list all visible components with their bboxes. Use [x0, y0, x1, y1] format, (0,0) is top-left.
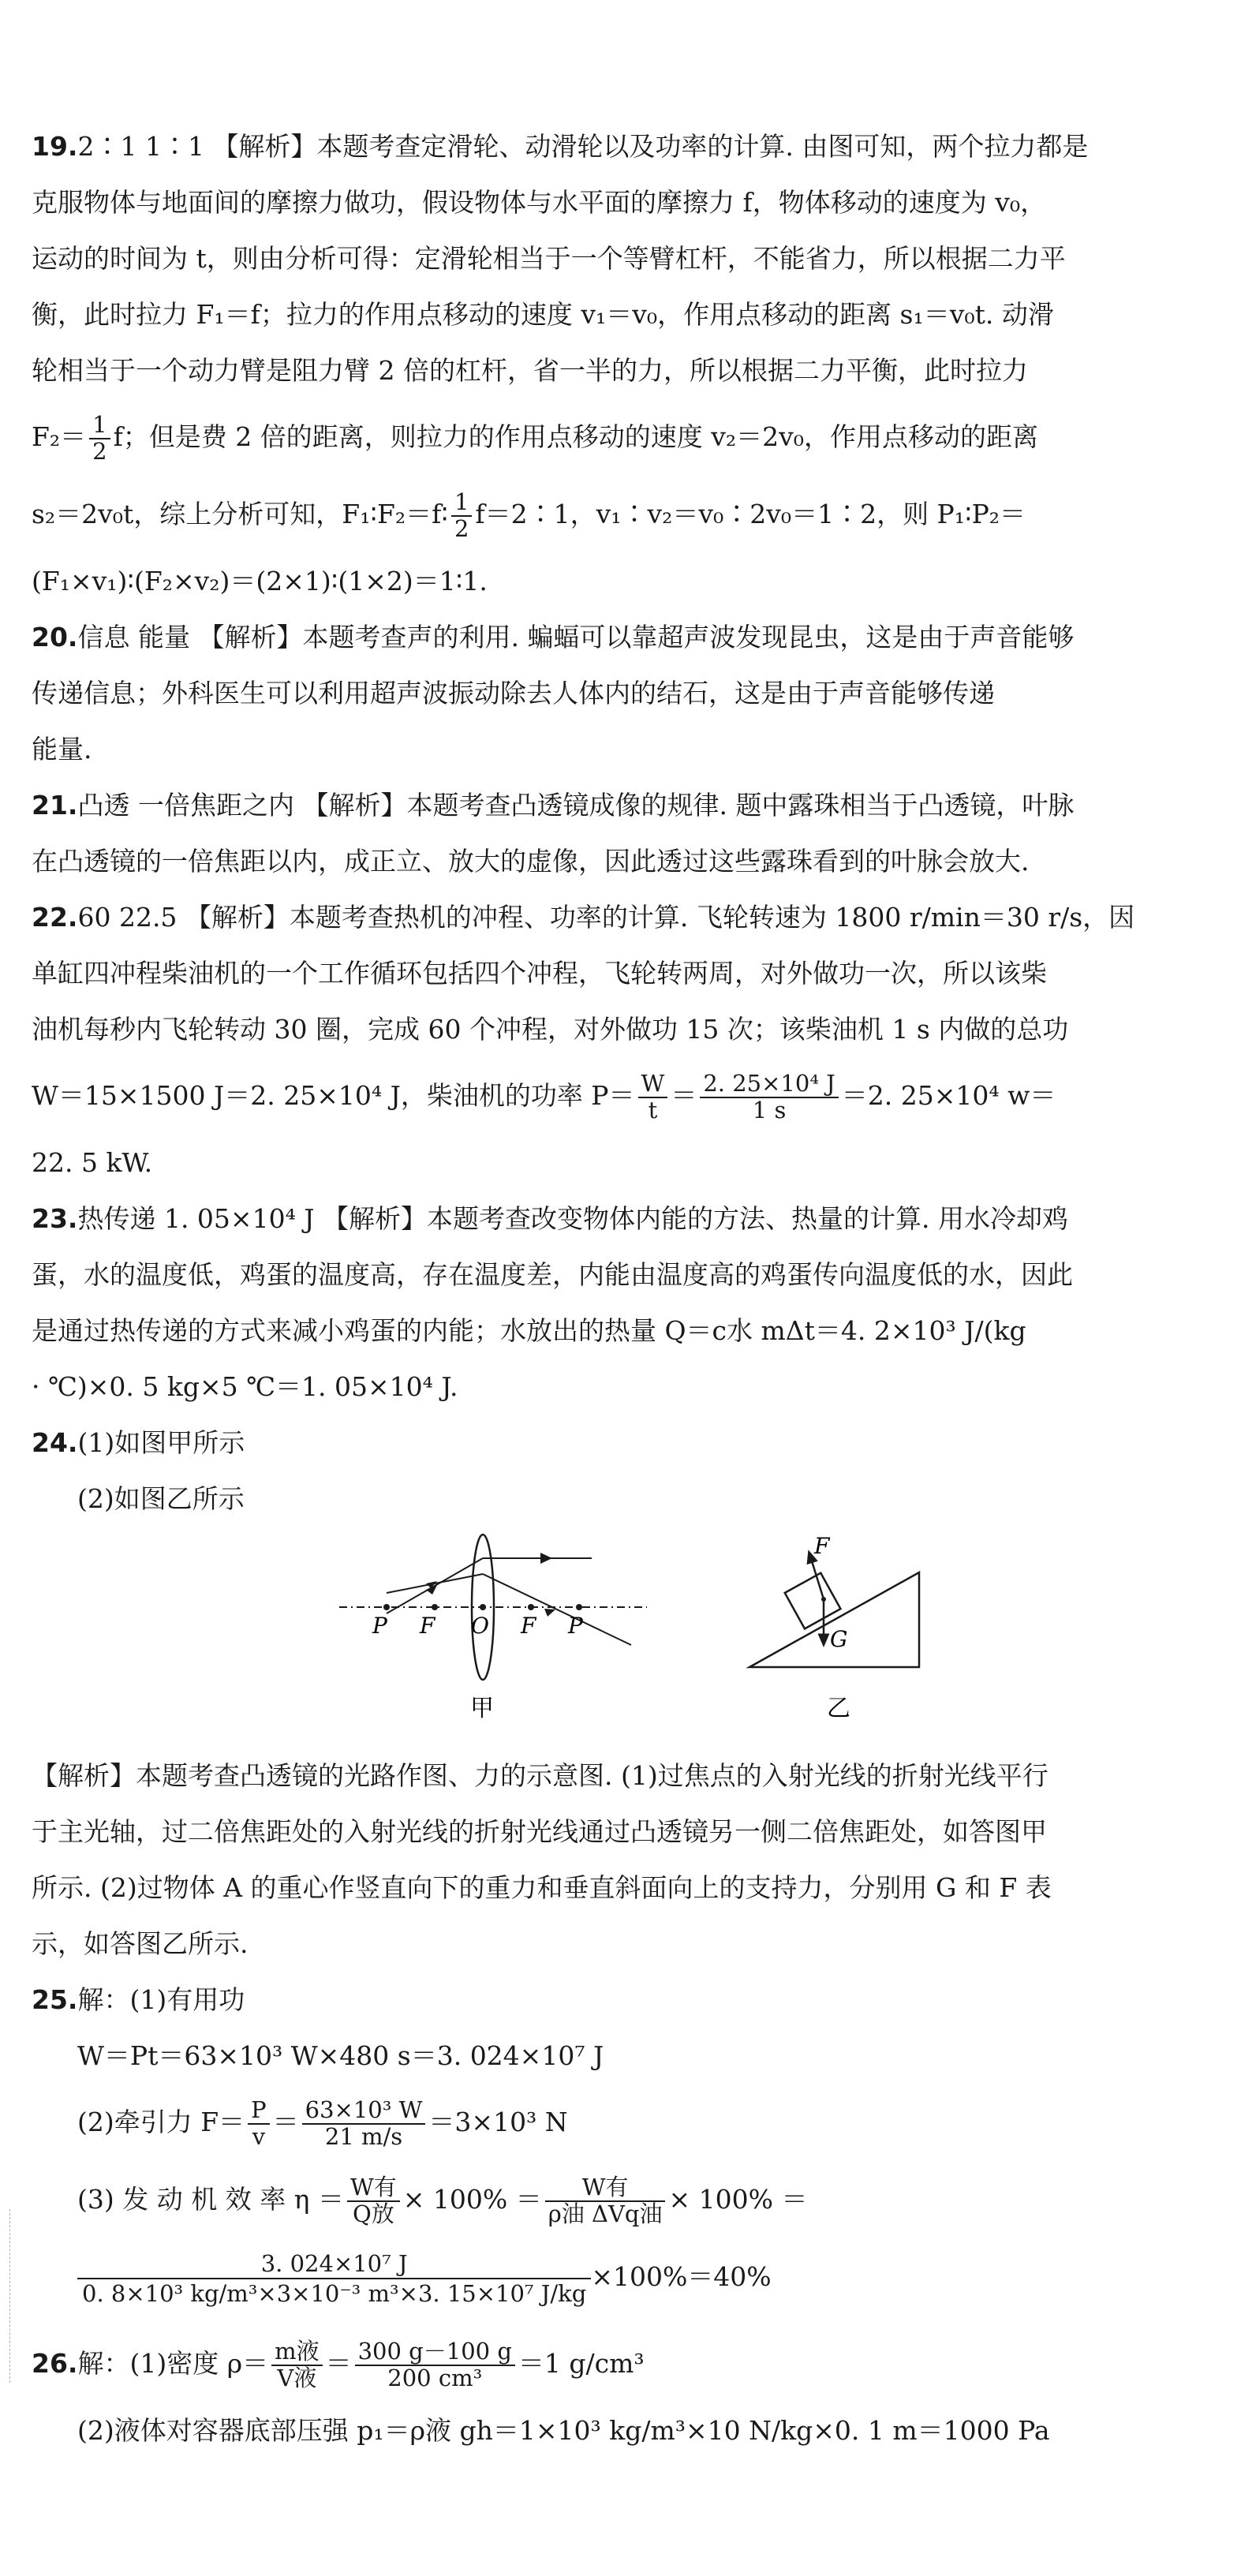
numerator: m液 — [271, 2339, 323, 2366]
text-line: (2)液体对容器底部压强 p₁＝ρ液 gh＝1×10³ kg/m³×10 N/kg×0. 1 m＝1000 Pa — [77, 2415, 1050, 2446]
text-line: 传递信息；外科医生可以利用超声波振动除去人体内的结石，这是由于声音能够传递 — [32, 678, 995, 708]
incline — [749, 1572, 919, 1667]
label-f-left: F — [420, 1613, 435, 1639]
question-number: 21. — [32, 790, 78, 821]
figure-caption-a: 甲 — [470, 1695, 494, 1722]
refracted-ray-2f — [483, 1574, 631, 1645]
text-line: 是通过热传递的方式来减小鸡蛋的内能；水放出的热量 Q＝c水 mΔt＝4. 2×10³ J/(kg — [32, 1315, 1026, 1346]
fraction — [545, 2175, 666, 2227]
label-o: O — [471, 1613, 489, 1639]
fraction — [638, 1071, 668, 1123]
numerator: 1 — [451, 490, 472, 517]
text-line: 信息 能量 【解析】本题考查声的利用. 蝙蝠可以靠超声波发现昆虫，这是由于声音能够 — [77, 622, 1075, 652]
text-line: 2∶1 1∶1 【解析】本题考查定滑轮、动滑轮以及功率的计算. 由图可知，两个拉力都是 — [77, 131, 1089, 162]
text-segment: ＝3×10³ N — [428, 2107, 568, 2137]
label-p-left: P — [372, 1613, 387, 1639]
center-of-gravity — [821, 1597, 826, 1602]
numerator: 2. 25×10⁴ J — [700, 1071, 838, 1098]
text-line: 轮相当于一个动力臂是阻力臂 2 倍的杠杆，省一半的力，所以根据二力平衡，此时拉力 — [32, 355, 1028, 386]
answer-19 — [32, 118, 1183, 609]
text-segment: F₂＝ — [32, 421, 87, 452]
text-segment: f＝2∶1，v₁∶v₂＝v₀∶2v₀＝1∶2，则 P₁∶P₂＝ — [475, 499, 1026, 529]
ray-arrow — [544, 1609, 555, 1617]
text-segment: ＝1 g/cm³ — [518, 2348, 645, 2379]
denominator: 0. 8×10³ kg/m³×3×10⁻³ m³×3. 15×10⁷ J/kg — [82, 2280, 587, 2307]
answer-25 — [32, 1972, 1183, 2316]
answer-22 — [32, 889, 1183, 1191]
text-line: 衡，此时拉力 F₁＝f；拉力的作用点移动的速度 v₁＝v₀，作用点移动的距离 s₁＝v₀t. 动滑 — [32, 299, 1054, 330]
text-line: 22. 5 kW. — [32, 1147, 153, 1178]
text-segment: 解：(1)密度 ρ＝ — [77, 2348, 269, 2379]
text-segment: × 100% ＝ — [668, 2184, 808, 2215]
denominator: 21 m/s — [324, 2123, 403, 2150]
text-segment: f；但是费 2 倍的距离，则拉力的作用点移动的速度 v₂＝2v₀，作用点移动的距离 — [113, 421, 1039, 452]
fraction — [451, 490, 472, 542]
point-o — [480, 1604, 486, 1610]
numerator: 3. 024×10⁷ J — [77, 2249, 591, 2279]
answer-24 — [32, 1415, 1183, 1972]
figure-caption-b: 乙 — [827, 1695, 850, 1722]
fraction — [302, 2098, 426, 2150]
text-line: (2)如图乙所示 — [77, 1483, 245, 1514]
numerator: W — [638, 1071, 668, 1098]
numerator: P — [248, 2098, 270, 2125]
equals: ＝ — [671, 1080, 697, 1111]
question-number: 24. — [32, 1427, 78, 1458]
fraction — [355, 2339, 515, 2391]
denominator: v — [252, 2123, 266, 2150]
question-number: 23. — [32, 1203, 78, 1234]
text-line: 热传递 1. 05×10⁴ J 【解析】本题考查改变物体内能的方法、热量的计算. 用水冷却鸡 — [77, 1203, 1068, 1234]
numerator: 63×10³ W — [302, 2098, 426, 2125]
fraction — [700, 1071, 838, 1123]
text-line: 能量. — [32, 734, 92, 765]
text-line: 凸透 一倍焦距之内 【解析】本题考查凸透镜成像的规律. 题中露珠相当于凸透镜，叶脉 — [77, 790, 1075, 821]
text-segment: ×100%＝40% — [591, 2261, 772, 2292]
text-line: · ℃)×0. 5 kg×5 ℃＝1. 05×10⁴ J. — [32, 1371, 458, 1402]
label-force-g: G — [830, 1626, 848, 1652]
point-2f-left — [383, 1604, 390, 1610]
point-2f-right — [576, 1604, 582, 1610]
denominator: t — [648, 1097, 658, 1123]
question-number: 20. — [32, 622, 78, 652]
text-line: 【解析】本题考查凸透镜的光路作图、力的示意图. (1)过焦点的入射光线的折射光线平行 — [32, 1760, 1048, 1791]
text-line: 60 22.5 【解析】本题考查热机的冲程、功率的计算. 飞轮转速为 1800 r/min＝30 r/s，因 — [77, 902, 1135, 933]
denominator: ρ油 ΔVq油 — [548, 2200, 663, 2227]
numerator: W有 — [347, 2175, 400, 2202]
answer-20 — [32, 609, 1183, 777]
text-line: 油机每秒内飞轮转动 30 圈，完成 60 个冲程，对外做功 15 次；该柴油机 1 s 内做的总功 — [32, 1014, 1069, 1045]
incline-force-diagram — [742, 1527, 947, 1748]
equals: ＝ — [325, 2348, 352, 2379]
text-segment: × 100% ＝ — [402, 2184, 542, 2215]
question-number: 26. — [32, 2348, 78, 2379]
label-f-right: F — [521, 1613, 536, 1639]
text-segment: s₂＝2v₀t，综上分析可知，F₁∶F₂＝f∶ — [32, 499, 448, 529]
text-line: 于主光轴，过二倍焦距处的入射光线的折射光线通过凸透镜另一侧二倍焦距处，如答图甲 — [32, 1816, 1047, 1847]
denominator: Q放 — [352, 2200, 394, 2227]
answer-26 — [32, 2325, 1183, 2458]
point-f-left — [432, 1604, 438, 1610]
question-number: 19. — [32, 131, 78, 162]
numerator: 300 g－100 g — [355, 2339, 515, 2366]
text-line: 单缸四冲程柴油机的一个工作循环包括四个冲程，飞轮转两周，对外做功一次，所以该柴 — [32, 958, 1047, 989]
label-p-right: P — [568, 1613, 583, 1639]
denominator: 200 cm³ — [387, 2365, 483, 2391]
fraction — [89, 413, 110, 465]
denominator: 2 — [454, 515, 469, 542]
fraction — [271, 2339, 323, 2391]
question-number: 22. — [32, 902, 78, 933]
figure-row — [32, 1527, 1183, 1748]
text-segment: (3) 发 动 机 效 率 η ＝ — [77, 2184, 344, 2215]
text-line: 蛋，水的温度低，鸡蛋的温度高，存在温度差，内能由温度高的鸡蛋传向温度低的水，因此 — [32, 1259, 1073, 1290]
fraction — [347, 2175, 400, 2227]
question-number: 25. — [32, 1984, 78, 2015]
text-line: 示，如答图乙所示. — [32, 1928, 249, 1959]
denominator: 1 s — [752, 1097, 787, 1123]
text-line: 所示. (2)过物体 A 的重心作竖直向下的重力和垂直斜面向上的支持力，分别用 G 和 F 表 — [32, 1872, 1052, 1903]
denominator: V液 — [277, 2365, 317, 2391]
equals: ＝ — [272, 2107, 299, 2137]
fraction — [248, 2098, 270, 2150]
text-segment: ＝2. 25×10⁴ w＝ — [841, 1080, 1056, 1111]
numerator: 1 — [89, 413, 110, 439]
text-line: 运动的时间为 t，则由分析可得：定滑轮相当于一个等臂杠杆，不能省力，所以根据二力平 — [32, 243, 1066, 274]
text-line: (1)如图甲所示 — [77, 1427, 245, 1458]
text-line: 克服物体与地面间的摩擦力做功，假设物体与水平面的摩擦力 f，物体移动的速度为 v₀， — [32, 187, 1047, 218]
text-line: W＝Pt＝63×10³ W×480 s＝3. 024×10⁷ J — [77, 2040, 604, 2071]
text-line: (F₁×v₁)∶(F₂×v₂)＝(2×1)∶(1×2)＝1∶1. — [32, 566, 488, 596]
answer-21 — [32, 777, 1183, 889]
fraction — [77, 2249, 591, 2309]
answer-page — [32, 118, 1183, 2458]
numerator: W有 — [545, 2175, 666, 2202]
text-segment: W＝15×1500 J＝2. 25×10⁴ J，柴油机的功率 P＝ — [32, 1080, 635, 1111]
margin-dashed-rule — [9, 2209, 10, 2383]
label-force-f: F — [814, 1533, 830, 1559]
text-line: 在凸透镜的一倍焦距以内，成正立、放大的虚像，因此透过这些露珠看到的叶脉会放大. — [32, 846, 1030, 877]
text-segment: (2)牵引力 F＝ — [77, 2107, 245, 2137]
lens-ray-diagram — [331, 1527, 663, 1748]
denominator: 2 — [92, 438, 107, 465]
point-f-right — [528, 1604, 534, 1610]
ray-arrow — [540, 1553, 552, 1564]
answer-23 — [32, 1191, 1183, 1415]
text-line: 解：(1)有用功 — [77, 1984, 245, 2015]
